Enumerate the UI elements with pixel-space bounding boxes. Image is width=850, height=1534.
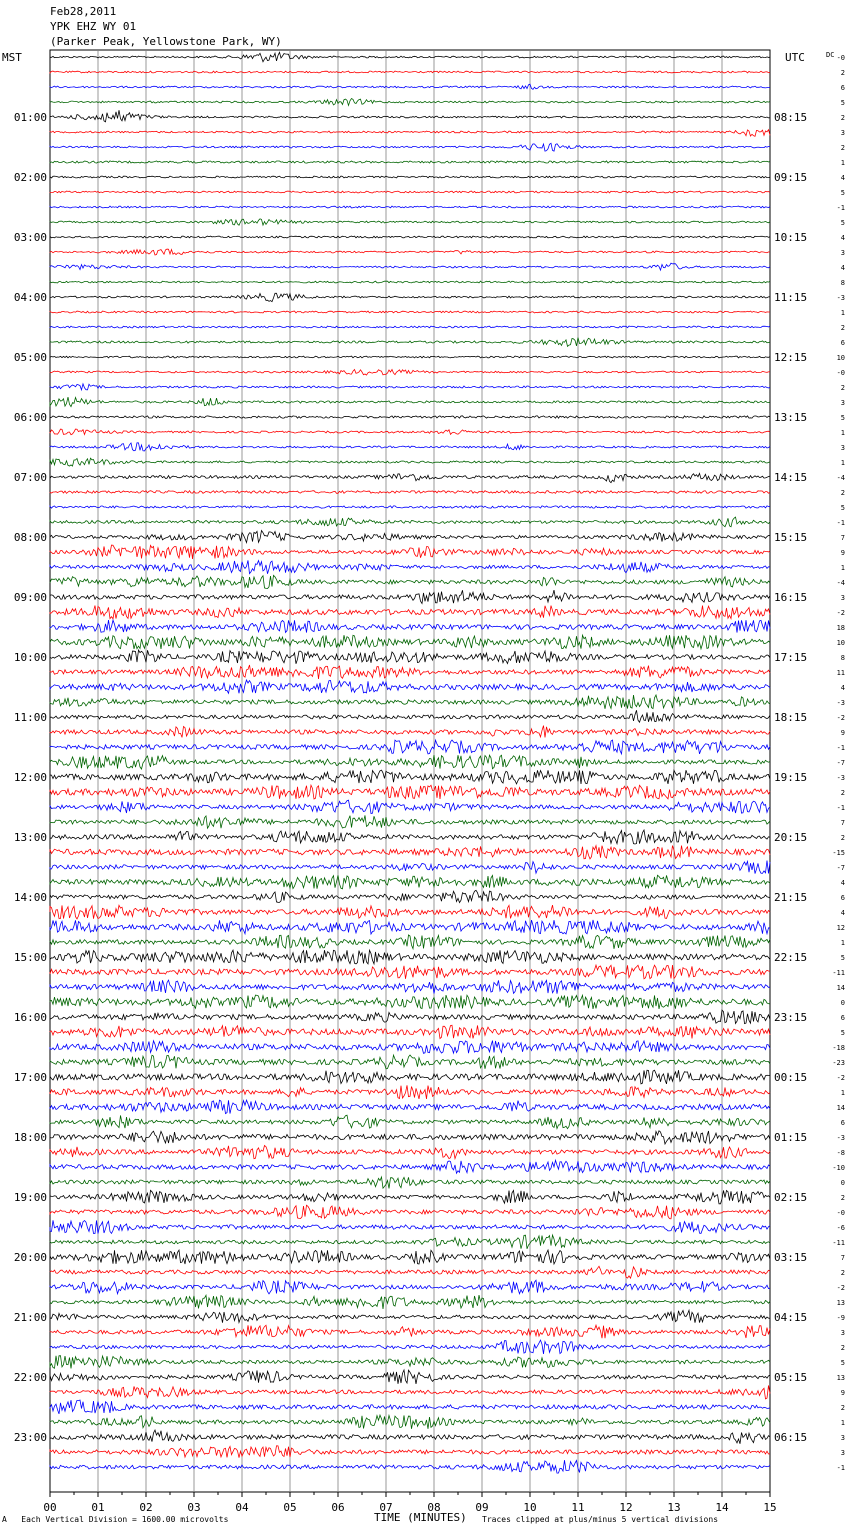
- seismic-trace: [50, 606, 770, 619]
- seismic-trace: [50, 545, 770, 559]
- dc-offset-value: 2: [840, 1404, 845, 1412]
- dc-offset-value: 2: [840, 789, 845, 797]
- seismic-trace: [50, 1446, 770, 1458]
- dc-offset-value: 8: [840, 279, 845, 287]
- dc-offset-value: 7: [840, 819, 845, 827]
- seismic-trace: [50, 1070, 770, 1084]
- x-tick-label: 08: [427, 1501, 441, 1514]
- seismic-trace: [50, 71, 770, 73]
- mst-hour-label: 21:00: [13, 1311, 47, 1324]
- dc-offset-value: 14: [836, 984, 845, 992]
- seismic-trace: [50, 293, 770, 301]
- seismic-trace: [50, 191, 770, 193]
- mst-hour-label: 15:00: [13, 951, 47, 964]
- x-tick-label: 13: [667, 1501, 681, 1514]
- utc-hour-label: 05:15: [774, 1371, 808, 1384]
- dc-offset-value: 2: [840, 834, 845, 842]
- utc-hour-label: 22:15: [774, 951, 808, 964]
- mst-hour-label: 05:00: [13, 351, 47, 364]
- seismic-trace: [50, 665, 770, 679]
- mst-hour-label: 08:00: [13, 531, 47, 544]
- utc-hour-label: 08:15: [774, 111, 808, 124]
- seismic-trace: [50, 590, 770, 603]
- dc-offset-value: 6: [840, 894, 845, 902]
- seismic-trace: [50, 1370, 770, 1384]
- clip-note: Traces clipped at plus/minus 5 vertical divisions: [482, 1515, 719, 1524]
- seismic-trace: [50, 1205, 770, 1219]
- seismic-trace: [50, 1085, 770, 1099]
- dc-offset-value: 14: [836, 1104, 845, 1112]
- x-tick-label: 01: [91, 1501, 105, 1514]
- mst-hour-label: 20:00: [13, 1251, 47, 1264]
- seismic-trace: [50, 755, 770, 769]
- dc-offset-value: -3: [836, 774, 845, 782]
- dc-offset-value: 1: [840, 459, 845, 467]
- seismic-trace: [50, 99, 770, 106]
- dc-offset-value: 13: [836, 1374, 845, 1382]
- seismic-trace: [50, 130, 770, 137]
- seismic-trace: [50, 1325, 770, 1338]
- dc-offset-value: -18: [832, 1044, 845, 1052]
- seismic-trace: [50, 384, 770, 390]
- seismic-trace: [50, 785, 770, 799]
- mst-hour-label: 22:00: [13, 1371, 47, 1384]
- mst-hour-label: 17:00: [13, 1071, 47, 1084]
- seismic-trace: [50, 1310, 770, 1322]
- x-tick-label: 07: [379, 1501, 393, 1514]
- utc-hour-label: 12:15: [774, 351, 808, 364]
- dc-offset-value: 5: [840, 954, 845, 962]
- mst-hour-label: 03:00: [13, 231, 47, 244]
- seismic-trace: [50, 473, 770, 482]
- dc-offset-value: 5: [840, 504, 845, 512]
- utc-hour-label: 00:15: [774, 1071, 808, 1084]
- dc-offset-value: -3: [836, 294, 845, 302]
- dc-offset-value: -9: [836, 1314, 845, 1322]
- seismic-trace: [50, 326, 770, 328]
- dc-offset-value: 1: [840, 1089, 845, 1097]
- seismic-trace: [50, 1146, 770, 1159]
- seismic-trace: [50, 176, 770, 178]
- seismic-trace: [50, 219, 770, 225]
- seismic-trace: [50, 1415, 770, 1429]
- seismic-trace: [50, 710, 770, 722]
- seismic-trace: [50, 1356, 770, 1369]
- seismic-trace: [50, 935, 770, 949]
- utc-hour-label: 17:15: [774, 651, 808, 664]
- dc-offset-value: 1: [840, 1419, 845, 1427]
- seismic-trace: [50, 429, 770, 435]
- mst-hour-label: 16:00: [13, 1011, 47, 1024]
- seismic-trace: [50, 1160, 770, 1173]
- seismic-trace: [50, 890, 770, 902]
- dc-offset-value: 3: [840, 1449, 845, 1457]
- utc-hour-label: 01:15: [774, 1131, 808, 1144]
- dc-offset-value: 2: [840, 384, 845, 392]
- dc-offset-value: 2: [840, 1269, 845, 1277]
- mst-hour-label: 09:00: [13, 591, 47, 604]
- utc-hour-label: 15:15: [774, 531, 808, 544]
- seismic-trace: [50, 770, 770, 784]
- dc-offset-value: 1: [840, 939, 845, 947]
- dc-offset-value: -7: [836, 864, 845, 872]
- station-location: (Parker Peak, Yellowstone Park, WY): [50, 35, 282, 48]
- seismic-trace: [50, 861, 770, 874]
- x-tick-label: 03: [187, 1501, 201, 1514]
- seismic-trace: [50, 1220, 770, 1233]
- dc-offset-value: 2: [840, 1344, 845, 1352]
- dc-offset-value: 4: [840, 264, 845, 272]
- seismic-trace: [50, 206, 770, 208]
- seismic-trace: [50, 1235, 770, 1249]
- mst-hour-label: 04:00: [13, 291, 47, 304]
- utc-hour-label: 13:15: [774, 411, 808, 424]
- dc-offset-value: 4: [840, 684, 845, 692]
- x-tick-label: 02: [139, 1501, 153, 1514]
- dc-offset-value: 2: [840, 69, 845, 77]
- dc-offset-value: 3: [840, 1434, 845, 1442]
- seismic-trace: [50, 905, 770, 919]
- seismic-trace: [50, 920, 770, 934]
- dc-offset-value: 1: [840, 429, 845, 437]
- seismic-trace: [50, 740, 770, 754]
- dc-offset-value: 2: [840, 144, 845, 152]
- dc-offset-value: -4: [836, 474, 845, 482]
- dc-offset-value: 3: [840, 1329, 845, 1337]
- dc-offset-value: 6: [840, 84, 845, 92]
- seismic-trace: [50, 650, 770, 664]
- dc-offset-value: 10: [836, 639, 845, 647]
- dc-offset-value: 4: [840, 879, 845, 887]
- utc-hour-label: 06:15: [774, 1431, 808, 1444]
- chart-date: Feb28,2011: [50, 5, 117, 18]
- dc-offset-value: 6: [840, 1119, 845, 1127]
- seismic-trace: [50, 635, 770, 649]
- dc-offset-value: 0: [840, 999, 845, 1007]
- dc-offset-value: -2: [836, 609, 845, 617]
- mst-hour-label: 06:00: [13, 411, 47, 424]
- seismic-trace: [50, 815, 770, 828]
- x-tick-label: 06: [331, 1501, 345, 1514]
- mst-hour-label: 11:00: [13, 711, 47, 724]
- seismic-trace: [50, 1041, 770, 1054]
- dc-offset-value: 6: [840, 1014, 845, 1022]
- seismic-trace: [50, 338, 770, 347]
- utc-hour-label: 10:15: [774, 231, 808, 244]
- dc-offset-value: 2: [840, 489, 845, 497]
- utc-hour-label: 19:15: [774, 771, 808, 784]
- seismic-trace: [50, 1115, 770, 1128]
- dc-offset-value: -2: [836, 1074, 845, 1082]
- footer-scale-note: [2, 1515, 228, 1524]
- mst-hour-label: 14:00: [13, 891, 47, 904]
- mst-hour-label: 18:00: [13, 1131, 47, 1144]
- dc-offset-value: -1: [836, 519, 845, 527]
- seismic-trace: [50, 1250, 770, 1264]
- dc-offset-value: -2: [836, 714, 845, 722]
- seismic-trace: [50, 1460, 770, 1473]
- dc-offset-value: -8: [836, 1149, 845, 1157]
- dc-offset-value: -4: [836, 579, 845, 587]
- seismic-trace: [50, 249, 770, 255]
- dc-offset-value: -1: [836, 204, 845, 212]
- seismic-trace: [50, 443, 770, 451]
- dc-column-label: DC: [826, 51, 835, 59]
- dc-offset-value: -10: [832, 1164, 845, 1172]
- dc-offset-value: 1: [840, 309, 845, 317]
- seismic-trace: [50, 1266, 770, 1278]
- dc-offset-value: -11: [832, 1239, 845, 1247]
- seismic-trace: [50, 875, 770, 889]
- utc-hour-label: 16:15: [774, 591, 808, 604]
- dc-offset-value: 3: [840, 444, 845, 452]
- dc-offset-value: -3: [836, 699, 845, 707]
- seismic-trace: [50, 1385, 770, 1399]
- seismic-trace: [50, 161, 770, 163]
- dc-offset-value: 1: [840, 564, 845, 572]
- seismic-trace: [50, 1131, 770, 1144]
- seismic-trace: [50, 491, 770, 494]
- dc-offset-value: 5: [840, 1029, 845, 1037]
- utc-hour-label: 11:15: [774, 291, 808, 304]
- dc-offset-value: -15: [832, 849, 845, 857]
- seismic-trace: [50, 506, 770, 508]
- dc-offset-value: 5: [840, 1359, 845, 1367]
- seismic-trace: [50, 311, 770, 313]
- mst-hour-label: 19:00: [13, 1191, 47, 1204]
- dc-offset-value: 4: [840, 909, 845, 917]
- utc-hour-label: 14:15: [774, 471, 808, 484]
- dc-offset-value: 9: [840, 729, 845, 737]
- seismic-trace: [50, 560, 770, 573]
- dc-offset-value: 2: [840, 324, 845, 332]
- utc-hour-label: 02:15: [774, 1191, 808, 1204]
- dc-offset-value: 7: [840, 534, 845, 542]
- seismic-trace: [50, 263, 770, 270]
- mst-hour-label: 02:00: [13, 171, 47, 184]
- seismic-trace: [50, 458, 770, 466]
- seismic-trace: [50, 680, 770, 693]
- mst-hour-label: 23:00: [13, 1431, 47, 1444]
- dc-offset-value: 8: [840, 654, 845, 662]
- seismic-trace: [50, 695, 770, 709]
- seismic-trace: [50, 416, 770, 418]
- dc-offset-value: 9: [840, 1389, 845, 1397]
- seismic-trace: [50, 397, 770, 407]
- dc-offset-value: 5: [840, 189, 845, 197]
- seismic-trace: [50, 281, 770, 283]
- dc-offset-value: -11: [832, 969, 845, 977]
- seismic-trace: [50, 1055, 770, 1069]
- seismic-trace: [50, 830, 770, 844]
- seismic-trace: [50, 236, 770, 238]
- dc-offset-value: -6: [836, 1224, 845, 1232]
- x-tick-label: 14: [715, 1501, 729, 1514]
- seismic-trace: [50, 800, 770, 813]
- dc-offset-value: -0: [836, 369, 845, 377]
- seismic-trace: [50, 143, 770, 151]
- utc-hour-label: 04:15: [774, 1311, 808, 1324]
- seismic-trace: [50, 995, 770, 1009]
- seismic-trace: [50, 517, 770, 527]
- seismic-trace: [50, 846, 770, 859]
- utc-hour-label: 18:15: [774, 711, 808, 724]
- dc-offset-value: 13: [836, 1299, 845, 1307]
- dc-offset-value: 11: [836, 669, 845, 677]
- dc-offset-value: 3: [840, 249, 845, 257]
- dc-offset-value: 5: [840, 99, 845, 107]
- x-tick-label: 04: [235, 1501, 249, 1514]
- seismic-trace: [50, 356, 770, 358]
- mst-hour-label: 10:00: [13, 651, 47, 664]
- dc-offset-value: -0: [836, 1209, 845, 1217]
- dc-offset-value: 6: [840, 339, 845, 347]
- dc-offset-value: -23: [832, 1059, 845, 1067]
- dc-offset-value: 5: [840, 414, 845, 422]
- seismic-trace: [50, 1340, 770, 1354]
- x-tick-label: 12: [619, 1501, 633, 1514]
- dc-offset-value: 3: [840, 594, 845, 602]
- dc-offset-value: 7: [840, 1254, 845, 1262]
- dc-offset-value: 3: [840, 399, 845, 407]
- dc-offset-value: 3: [840, 129, 845, 137]
- seismic-trace: [50, 370, 770, 376]
- x-axis-label: TIME (MINUTES): [374, 1511, 467, 1524]
- dc-offset-value: 4: [840, 234, 845, 242]
- dc-offset-value: -0: [836, 54, 845, 62]
- seismic-trace: [50, 84, 770, 89]
- seismic-trace: [50, 726, 770, 738]
- mst-axis-label: MST: [2, 51, 22, 64]
- seismic-trace: [50, 1190, 770, 1204]
- scale-note-text: Each Vertical Division = 1600.00 microvolts: [21, 1515, 229, 1524]
- seismic-trace: [50, 1295, 770, 1309]
- dc-offset-value: -1: [836, 804, 845, 812]
- mst-hour-label: 12:00: [13, 771, 47, 784]
- seismic-trace: [50, 620, 770, 633]
- mst-hour-label: 01:00: [13, 111, 47, 124]
- dc-offset-value: 12: [836, 924, 845, 932]
- x-tick-label: 11: [571, 1501, 585, 1514]
- dc-offset-value: 4: [840, 174, 845, 182]
- x-tick-label: 09: [475, 1501, 489, 1514]
- station-code: YPK EHZ WY 01: [50, 20, 137, 33]
- dc-offset-value: 18: [836, 624, 845, 632]
- x-tick-label: 00: [43, 1501, 57, 1514]
- seismic-trace: [50, 1010, 770, 1024]
- x-tick-label: 15: [763, 1501, 777, 1514]
- x-tick-label: 10: [523, 1501, 537, 1514]
- mst-hour-label: 13:00: [13, 831, 47, 844]
- seismic-trace: [50, 110, 770, 122]
- seismic-trace: [50, 1177, 770, 1188]
- seismic-trace: [50, 950, 770, 964]
- seismic-trace: [50, 980, 770, 994]
- dc-offset-value: 1: [840, 159, 845, 167]
- plot-frame: [50, 50, 770, 1492]
- utc-hour-label: 09:15: [774, 171, 808, 184]
- seismic-trace: [50, 575, 770, 588]
- utc-hour-label: 21:15: [774, 891, 808, 904]
- footer-marker: A: [2, 1515, 7, 1524]
- seismic-trace: [50, 1025, 770, 1038]
- utc-hour-label: 23:15: [774, 1011, 808, 1024]
- x-tick-label: 05: [283, 1501, 297, 1514]
- seismic-trace: [50, 1100, 770, 1114]
- dc-offset-value: 2: [840, 114, 845, 122]
- seismic-trace: [50, 1280, 770, 1294]
- dc-offset-value: 5: [840, 219, 845, 227]
- utc-hour-label: 20:15: [774, 831, 808, 844]
- mst-hour-label: 07:00: [13, 471, 47, 484]
- dc-offset-value: -7: [836, 759, 845, 767]
- dc-offset-value: 0: [840, 1179, 845, 1187]
- dc-offset-value: 9: [840, 549, 845, 557]
- dc-offset-value: -1: [836, 1464, 845, 1472]
- dc-offset-value: -2: [836, 1284, 845, 1292]
- seismic-trace: [50, 1400, 770, 1414]
- seismic-trace: [50, 531, 770, 543]
- utc-hour-label: 03:15: [774, 1251, 808, 1264]
- dc-offset-value: -3: [836, 1134, 845, 1142]
- seismic-trace: [50, 52, 770, 62]
- dc-offset-value: 2: [840, 1194, 845, 1202]
- utc-axis-label: UTC: [785, 51, 805, 64]
- seismic-trace: [50, 1430, 770, 1444]
- dc-offset-value: -1: [836, 744, 845, 752]
- dc-offset-value: 10: [836, 354, 845, 362]
- seismic-trace: [50, 965, 770, 979]
